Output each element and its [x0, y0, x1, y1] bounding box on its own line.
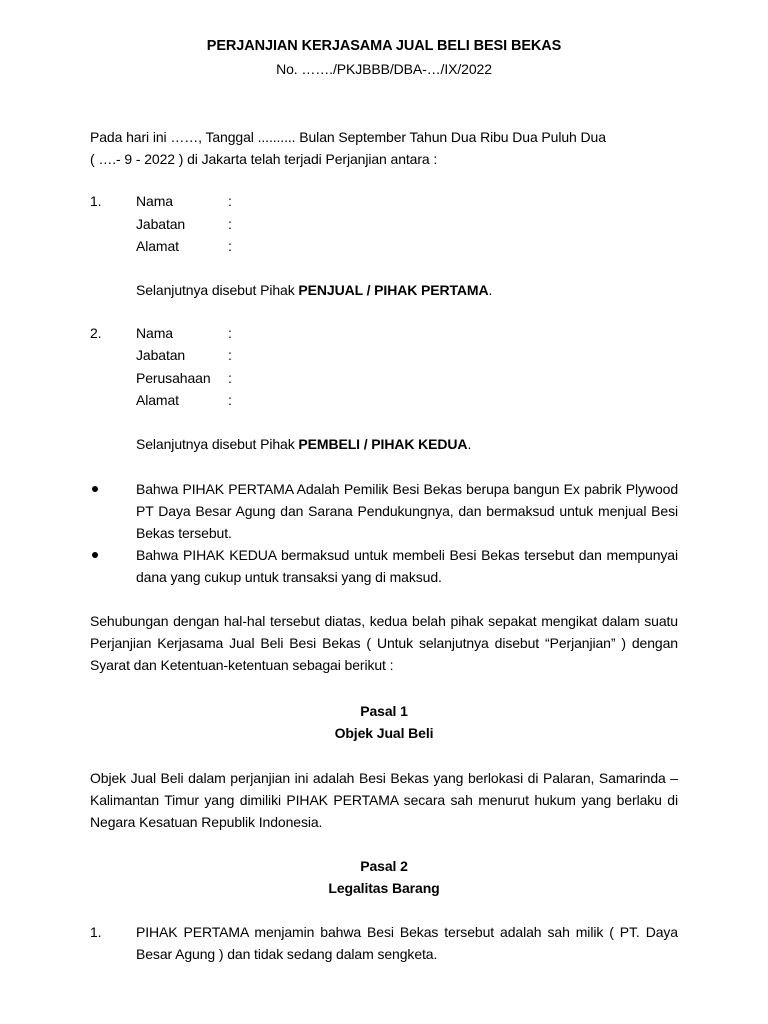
party-2-field-alamat	[136, 389, 678, 412]
field-label: Perusahaan	[136, 369, 211, 386]
party-2-number: 2.	[90, 324, 102, 341]
agreement-paragraph: Sehubungan dengan hal-hal tersebut diatas, kedua belah pihak sepakat mengikat dalam suatu Perjanjian Kerjasama Jual Beli Besi Bekas ( Untuk selanjutnya disebut “Perjanjian” ) dengan Syarat dan Ketentuan-ketentuan sebagai berikut :	[90, 612, 678, 673]
bullet-marker	[90, 478, 136, 544]
recital-bullet	[90, 544, 678, 588]
pasal-2-heading: Pasal 2	[360, 857, 408, 874]
party-1-field-nama	[136, 190, 678, 213]
party-1-number: 1.	[90, 193, 102, 209]
field-label: Jabatan	[136, 347, 186, 363]
field-colon: :	[228, 369, 232, 386]
intro-line-1: Pada hari ini ……, Tanggal .......... Bulan September Tahun Dua Ribu Dua Puluh Dua	[90, 129, 606, 145]
party-2-field-perusahaan	[136, 367, 678, 390]
recital-bullet	[90, 478, 678, 544]
party-1-field-alamat	[136, 235, 678, 258]
field-colon: :	[228, 238, 232, 254]
party-1-designation	[90, 279, 678, 301]
field-colon: :	[228, 324, 232, 341]
item-text: PIHAK PERTAMA menjamin bahwa Besi Bekas tersebut adalah sah milik ( PT. Daya Besar Agung ) dan tidak sedang dalam sengketa.	[136, 923, 678, 962]
recital-text: Bahwa PIHAK PERTAMA Adalah Pemilik Besi Bekas berupa bangun Ex pabrik Plywood PT Daya Besar Agung dan Sarana Pendukungnya, dan bermaksud untuk menjual Besi Bekas tersebut.	[136, 480, 678, 541]
pasal-1-body: Objek Jual Beli dalam perjanjian ini adalah Besi Bekas yang berlokasi di Palaran, Samarinda – Kalimantan Timur yang dimiliki PIHAK PERTAMA secara sah menurut hukum yang berlaku di Negara Kesatuan Republik Indonesia.	[90, 769, 678, 830]
document-title: PERJANJIAN KERJASAMA JUAL BELI BESI BEKAS	[206, 38, 562, 54]
field-colon: :	[228, 392, 232, 408]
designation-prefix: Selanjutnya disebut Pihak	[136, 281, 299, 298]
field-label: Jabatan	[136, 215, 186, 232]
field-colon: :	[228, 347, 232, 363]
field-colon: :	[228, 193, 232, 209]
party-1-field-jabatan	[136, 213, 678, 236]
designation-role: PENJUAL / PIHAK PERTAMA	[298, 281, 489, 298]
pasal-2-item	[90, 921, 678, 965]
designation-suffix: .	[488, 281, 493, 298]
party-2-field-jabatan	[136, 344, 678, 367]
party-2-designation	[90, 433, 678, 455]
pasal-1-heading: Pasal 1	[360, 702, 408, 719]
item-number: 1.	[90, 923, 102, 940]
designation-role: PEMBELI / PIHAK KEDUA	[298, 435, 468, 452]
intro-line-2: ( ….- 9 - 2022 ) di Jakarta telah terjadi Perjanjian antara :	[90, 151, 438, 167]
field-label: Nama	[136, 324, 173, 341]
document-page	[90, 34, 678, 965]
party-2	[90, 322, 678, 412]
pasal-2-subheading: Legalitas Barang	[328, 879, 440, 896]
pasal-1-subheading: Objek Jual Beli	[334, 724, 434, 741]
field-label: Nama	[136, 193, 173, 209]
party-2-field-nama	[136, 322, 678, 345]
party-1	[90, 190, 678, 258]
bullet-marker	[90, 544, 136, 588]
document-number: No. ……./PKJBBB/DBA-…/IX/2022	[276, 61, 492, 77]
field-colon: :	[228, 215, 232, 232]
field-label: Alamat	[136, 238, 179, 254]
designation-prefix: Selanjutnya disebut Pihak	[136, 435, 299, 452]
field-label: Alamat	[136, 392, 179, 408]
designation-suffix: .	[467, 435, 472, 452]
recital-text: Bahwa PIHAK KEDUA bermaksud untuk membeli Besi Bekas tersebut dan mempunyai dana yang cukup untuk transaksi yang di maksud.	[136, 546, 678, 585]
